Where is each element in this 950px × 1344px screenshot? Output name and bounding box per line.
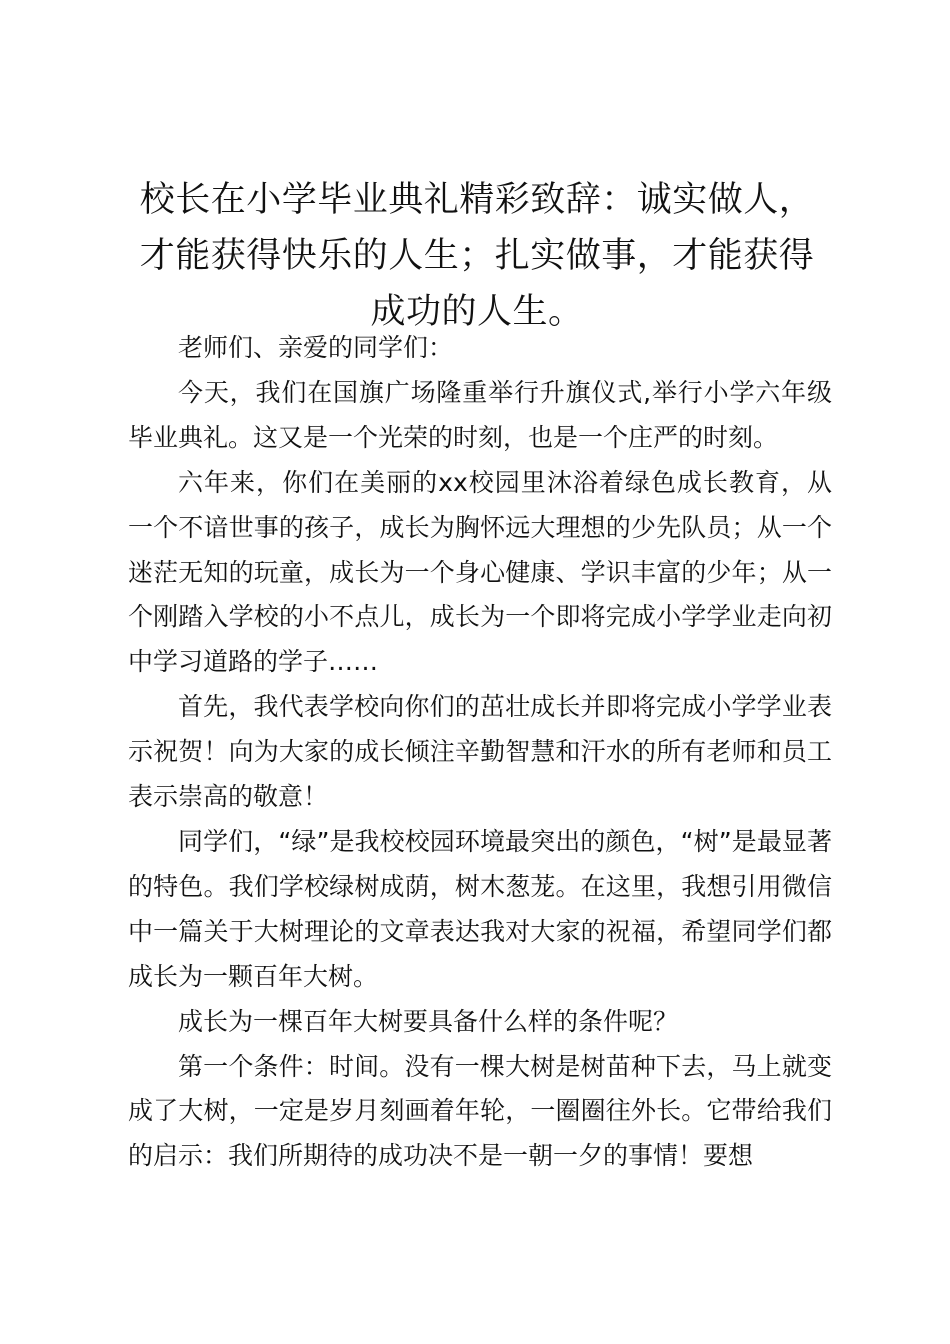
paragraph: 今天，我们在国旗广场隆重举行升旗仪式,举行小学六年级毕业典礼。这又是一个光荣的时刻，也是一个庄严的时刻。 — [128, 377, 832, 452]
paragraph-salutation: 老师们、亲爱的同学们： — [178, 333, 454, 362]
document-body — [128, 326, 832, 1179]
paragraph: 首先，我代表学校向你们的茁壮成长并即将完成小学学业表示祝贺！向为大家的成长倾注辛勤智慧和汗水的所有老师和员工表示崇高的敬意！ — [128, 692, 832, 812]
paragraph: 第一个条件：时间。没有一棵大树是树苗种下去，马上就变成了大树，一定是岁月刻画着年轮，一圈圈往外长。它带给我们的启示：我们所期待的成功决不是一朝一夕的事情！要想 — [128, 1051, 832, 1171]
document-title: 校长在小学毕业典礼精彩致辞：诚实做人，才能获得快乐的人生；扎实做事，才能获得成功的人生。 — [139, 180, 815, 332]
paragraph: 六年来，你们在美丽的xx校园里沐浴着绿色成长教育，从一个不谙世事的孩子，成长为胸怀远大理想的少先队员；从一个迷茫无知的玩童，成长为一个身心健康、学识丰富的少年；从一个刚踏入学校的小不点儿，成长为一个即将完成小学学业走向初中学习道路的学子…… — [128, 467, 832, 677]
paragraph: 成长为一棵百年大树要具备什么样的条件呢？ — [178, 1006, 679, 1036]
paragraph: 同学们，“绿”是我校校园环境最突出的颜色，“树”是最显著的特色。我们学校绿树成荫，树木葱茏。在这里，我想引用微信中一篇关于大树理论的文章表达我对大家的祝福，希望同学们都成长为一颗百年大树。 — [128, 826, 832, 991]
